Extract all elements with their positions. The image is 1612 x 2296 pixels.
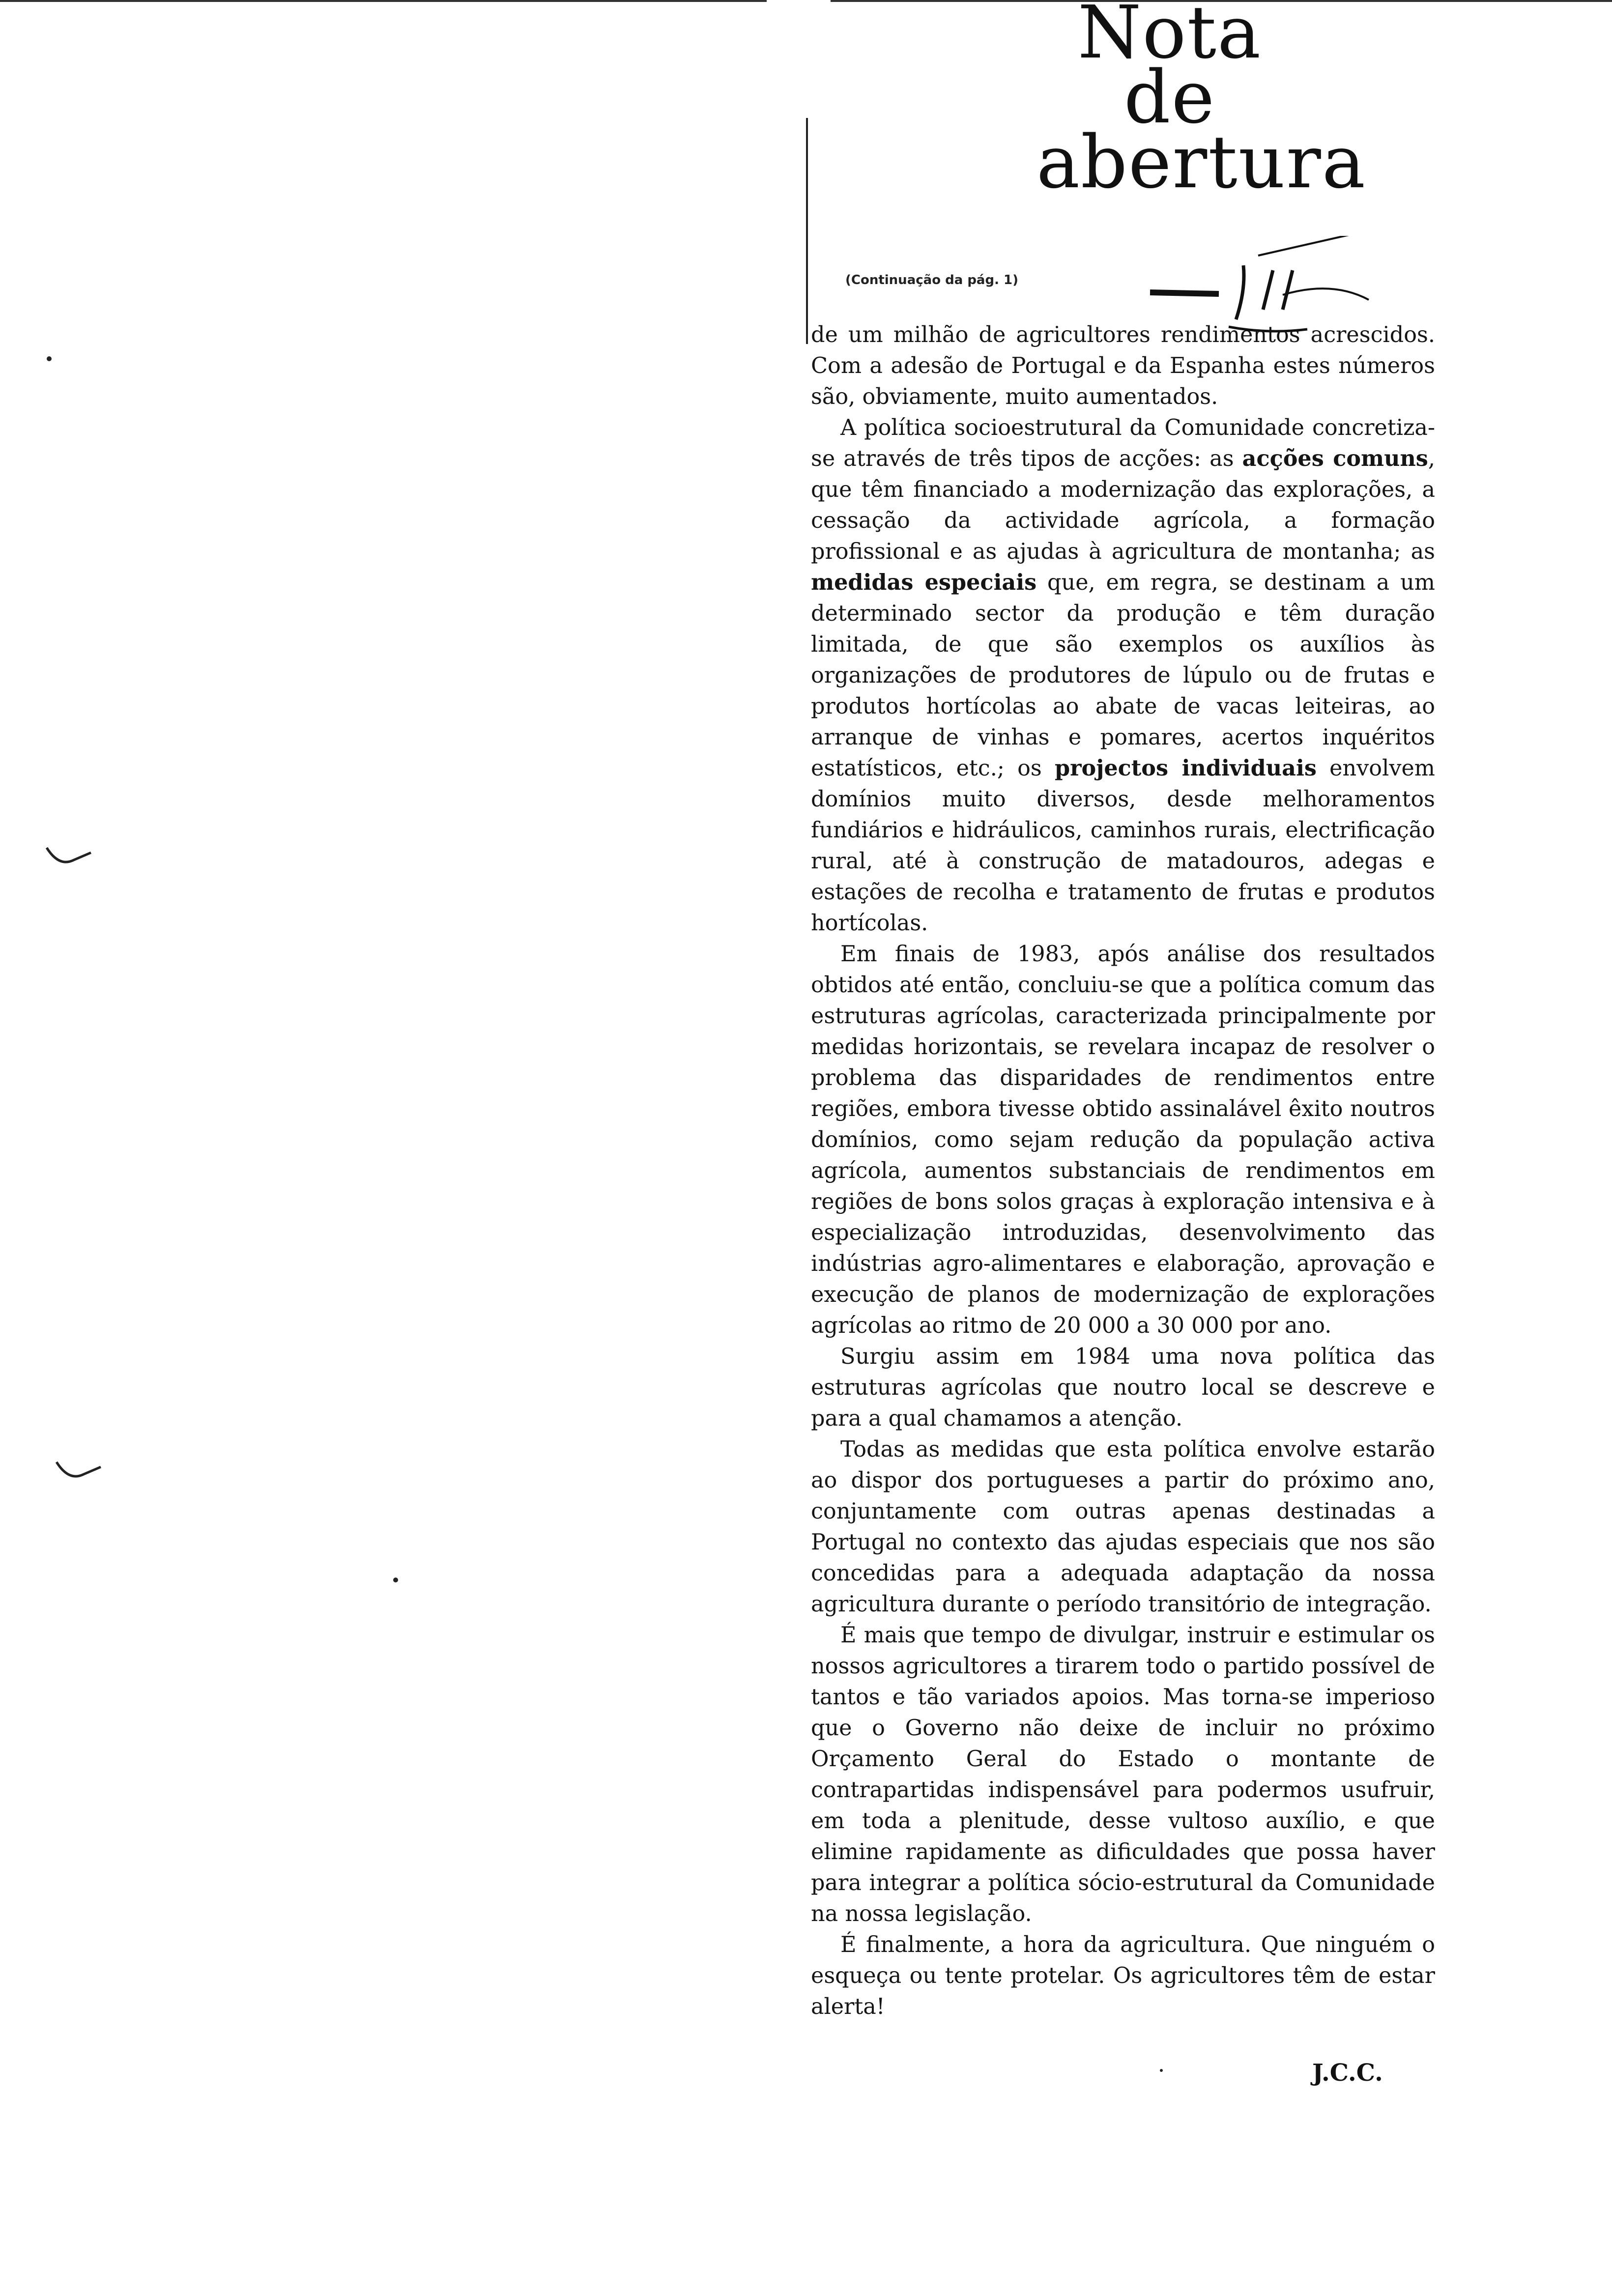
article-paragraph: de um milhão de agricultores rendimentos acrescidos. Com a adesão de Portugal e da Espanha estes números são, obviamente, muito aumentados. [811, 322, 1435, 409]
headline-line: de [1123, 55, 1216, 140]
article-paragraph: É finalmente, a hora da agricultura. Que ninguém o esqueça ou tente protelar. Os agricultores têm de estar alerta! [811, 1932, 1435, 2019]
speck [393, 1578, 398, 1582]
article-paragraph: É mais que tempo de divulgar, instruir e estimular os nossos agricultores a tirarem todo o partido possível de tantos e tão variados apoios. Mas torna-se imperioso que o Governo não deixe de incluir no próximo Orçamento Geral do Estado o montante de contrapartidas indispensável para podermos usufruir, em toda a plenitude, desse vultoso auxílio, e que elimine rapidamente as dificuldades que possa haver para integrar a política sócio-estrutural da Comunidade na nossa legislação. [811, 1623, 1435, 1926]
article-paragraph: Surgiu assim em 1984 uma nova política das estruturas agrícolas que noutro local se descreve e para a qual chamamos a atenção. [811, 1344, 1435, 1431]
article-paragraph: Todas as medidas que esta política envolve estarão ao dispor dos portugueses a partir do próximo ano, conjuntamente com outras apenas destinadas a Portugal no contexto das ajudas especiais que nos são concedidas para a adequada adaptação da nossa agricultura durante o período transitório de integração. [811, 1437, 1435, 1617]
margin-hook-mark [54, 1460, 103, 1489]
speck [1160, 2069, 1163, 2072]
text-run: , que têm financiado a modernização das explorações, a cessação da actividade agrícola, a formação profissional e as ajudas à agricultura de montanha; as [811, 446, 1436, 564]
article-body [811, 319, 1435, 2022]
margin-hook-mark [44, 845, 93, 875]
bold-term: projectos individuais [1054, 755, 1317, 781]
column-rule [806, 118, 808, 344]
continuation-note: (Continuação da pág. 1) [845, 273, 1018, 287]
speck [47, 356, 52, 361]
headline-line: Nota [1077, 0, 1262, 75]
text-run: A política socioestrutural da Comunidade concretiza-se através de três tipos de acções: as [811, 415, 1435, 471]
article-paragraph [811, 412, 1435, 939]
author-signature: J.C.C. [1312, 2059, 1383, 2087]
text-run: que, em regra, se destinam a um determinado sector da produção e têm duração limitada, de que são exemplos os auxílios às organizações de produtores de lúpulo ou de frutas e produtos hortícolas ao abate de vacas leiteiras, ao arranque de vinhas e pomares, acertos inquéritos estatísticos, etc.; os [811, 570, 1436, 781]
text-run: envolvem domínios muito diversos, desde melhoramentos fundiários e hidráulicos, caminhos rurais, electrificação rural, até à construção de matadouros, adegas e estações de recolha e tratamento de frutas e produtos hortícolas. [811, 756, 1435, 936]
bold-term: acções comuns [1242, 446, 1428, 471]
headline-line: abertura [1036, 120, 1366, 204]
top-rule [0, 0, 767, 2]
headline [973, 0, 1366, 204]
bold-term: medidas especiais [811, 570, 1037, 595]
article-paragraph: Em finais de 1983, após análise dos resultados obtidos até então, concluiu-se que a política comum das estruturas agrícolas, caracterizada principalmente por medidas horizontais, se revelara incapaz de resolver o problema das disparidades de rendimentos entre regiões, embora tivesse obtido assinalável êxito noutros domínios, como sejam redução da população activa agrícola, aumentos substanciais de rendimentos em regiões de bons solos graças à exploração intensiva e à especialização introduzidas, desenvolvimento das indústrias agro-alimentares e elaboração, aprovação e execução de planos de modernização de explorações agrícolas ao ritmo de 20 000 a 30 000 por ano. [811, 942, 1435, 1338]
